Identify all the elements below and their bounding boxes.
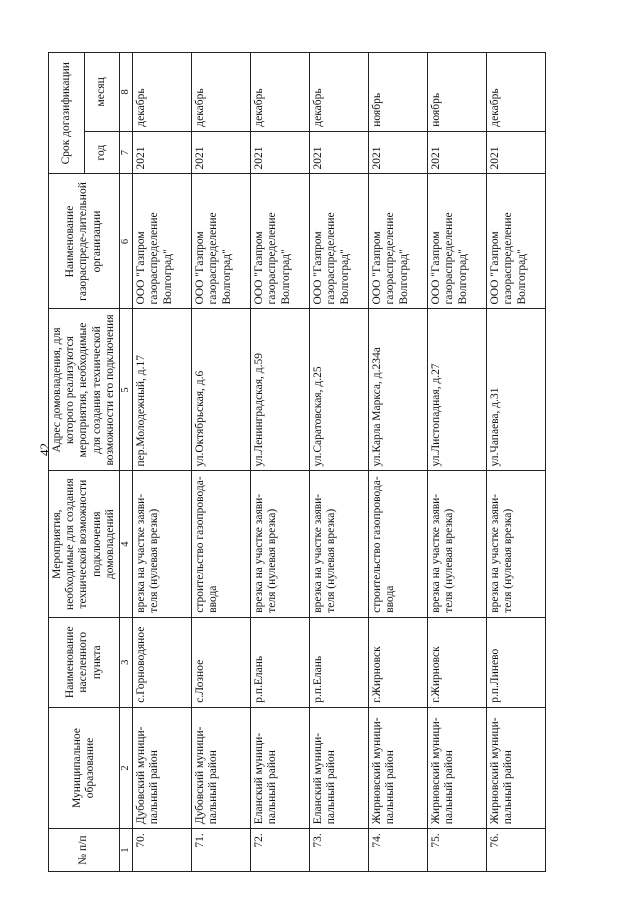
header-col78: Срок догазификации [49,53,85,175]
col-number: 6 [120,174,133,309]
address-cell: пер.Молодежный, д.17 [133,309,192,471]
header-col4: Мероприятия, необходимые для создания технической возможности подключения домовладений [49,471,120,617]
row-number: 76. [487,829,546,872]
header-col3: Наименование населенного пункта [49,617,120,707]
col-number: 5 [120,309,133,471]
col-number: 4 [120,471,133,617]
settlement-cell: р.п.Елань [251,617,310,707]
table-row [251,53,310,872]
row-number: 70. [133,829,192,872]
col-number: 1 [120,829,133,872]
table-row [369,53,428,872]
address-cell: ул.Саратовская, д.25 [310,309,369,471]
month-cell: декабрь [251,53,310,132]
measures-cell: строительство газопровода-ввода [369,471,428,617]
year-cell: 2021 [192,131,251,174]
row-number: 75. [428,829,487,872]
row-number: 74. [369,829,428,872]
month-cell: декабрь [310,53,369,132]
address-cell: ул.Октябрьская, д.6 [192,309,251,471]
col-number: 8 [120,53,133,132]
municipality-cell: Еланский муници-пальный район [251,707,310,829]
col-number: 7 [120,131,133,174]
measures-cell: врезка на участке заяви-теля (нулевая врезка) [133,471,192,617]
measures-cell: строительство газопровода-ввода [192,471,251,617]
table-body [133,53,546,872]
settlement-cell: р.п.Елань [310,617,369,707]
row-number: 72. [251,829,310,872]
year-cell: 2021 [310,131,369,174]
measures-cell: врезка на участке заяви-теля (нулевая врезка) [487,471,546,617]
organization-cell: ООО "Газпром газораспределение Волгоград" [310,174,369,309]
settlement-cell: с.Лозное [192,617,251,707]
settlement-cell: с.Горноводяное [133,617,192,707]
row-number: 71. [192,829,251,872]
table-row [487,53,546,872]
address-cell: ул.Карла Маркса, д.234а [369,309,428,471]
month-cell: ноябрь [428,53,487,132]
address-cell: ул.Ленинградская, д.59 [251,309,310,471]
measures-cell: врезка на участке заяви-теля (нулевая врезка) [251,471,310,617]
header-col6: Наименование газораспреде-лительной организации [49,174,120,309]
header-col7: год [84,131,120,174]
column-number-row [120,53,133,872]
municipality-cell: Жирновский муници-пальный район [428,707,487,829]
organization-cell: ООО "Газпром газораспределение Волгоград" [428,174,487,309]
municipality-cell: Жирновский муници-пальный район [369,707,428,829]
organization-cell: ООО "Газпром газораспределение Волгоград" [192,174,251,309]
table-row [192,53,251,872]
address-cell: ул.Чапаева, д.31 [487,309,546,471]
header-col8: месяц [84,53,120,132]
month-cell: декабрь [487,53,546,132]
settlement-cell: г.Жирновск [369,617,428,707]
rotated-table-container [48,52,583,872]
organization-cell: ООО "Газпром газораспределение Волгоград" [133,174,192,309]
year-cell: 2021 [251,131,310,174]
page-number: 42 [37,443,52,456]
measures-cell: врезка на участке заяви-теля (нулевая врезка) [310,471,369,617]
municipality-cell: Дубовский муници-пальный район [192,707,251,829]
organization-cell: ООО "Газпром газораспределение Волгоград" [487,174,546,309]
year-cell: 2021 [487,131,546,174]
row-number: 73. [310,829,369,872]
year-cell: 2021 [133,131,192,174]
month-cell: декабрь [133,53,192,132]
measures-cell: врезка на участке заяви-теля (нулевая врезка) [428,471,487,617]
table-row [310,53,369,872]
settlement-cell: р.п.Линево [487,617,546,707]
year-cell: 2021 [369,131,428,174]
header-col5: Адрес домовладения, для которого реализуются мероприятия, необходимые для создания технической возможности его подключения [49,309,120,471]
table-row [133,53,192,872]
gasification-table [48,52,546,872]
header-col1: № п/п [49,829,120,872]
col-number: 2 [120,707,133,829]
organization-cell: ООО "Газпром газораспределение Волгоград" [369,174,428,309]
table-row [428,53,487,872]
header-col2: Муниципальное образование [49,707,120,829]
col-number: 3 [120,617,133,707]
municipality-cell: Еланский муници-пальный район [310,707,369,829]
settlement-cell: г.Жирновск [428,617,487,707]
header-row [49,53,85,872]
municipality-cell: Дубовский муници-пальный район [133,707,192,829]
month-cell: ноябрь [369,53,428,132]
year-cell: 2021 [428,131,487,174]
month-cell: декабрь [192,53,251,132]
address-cell: ул.Листопадная, д.27 [428,309,487,471]
organization-cell: ООО "Газпром газораспределение Волгоград" [251,174,310,309]
municipality-cell: Жирновский муници-пальный район [487,707,546,829]
